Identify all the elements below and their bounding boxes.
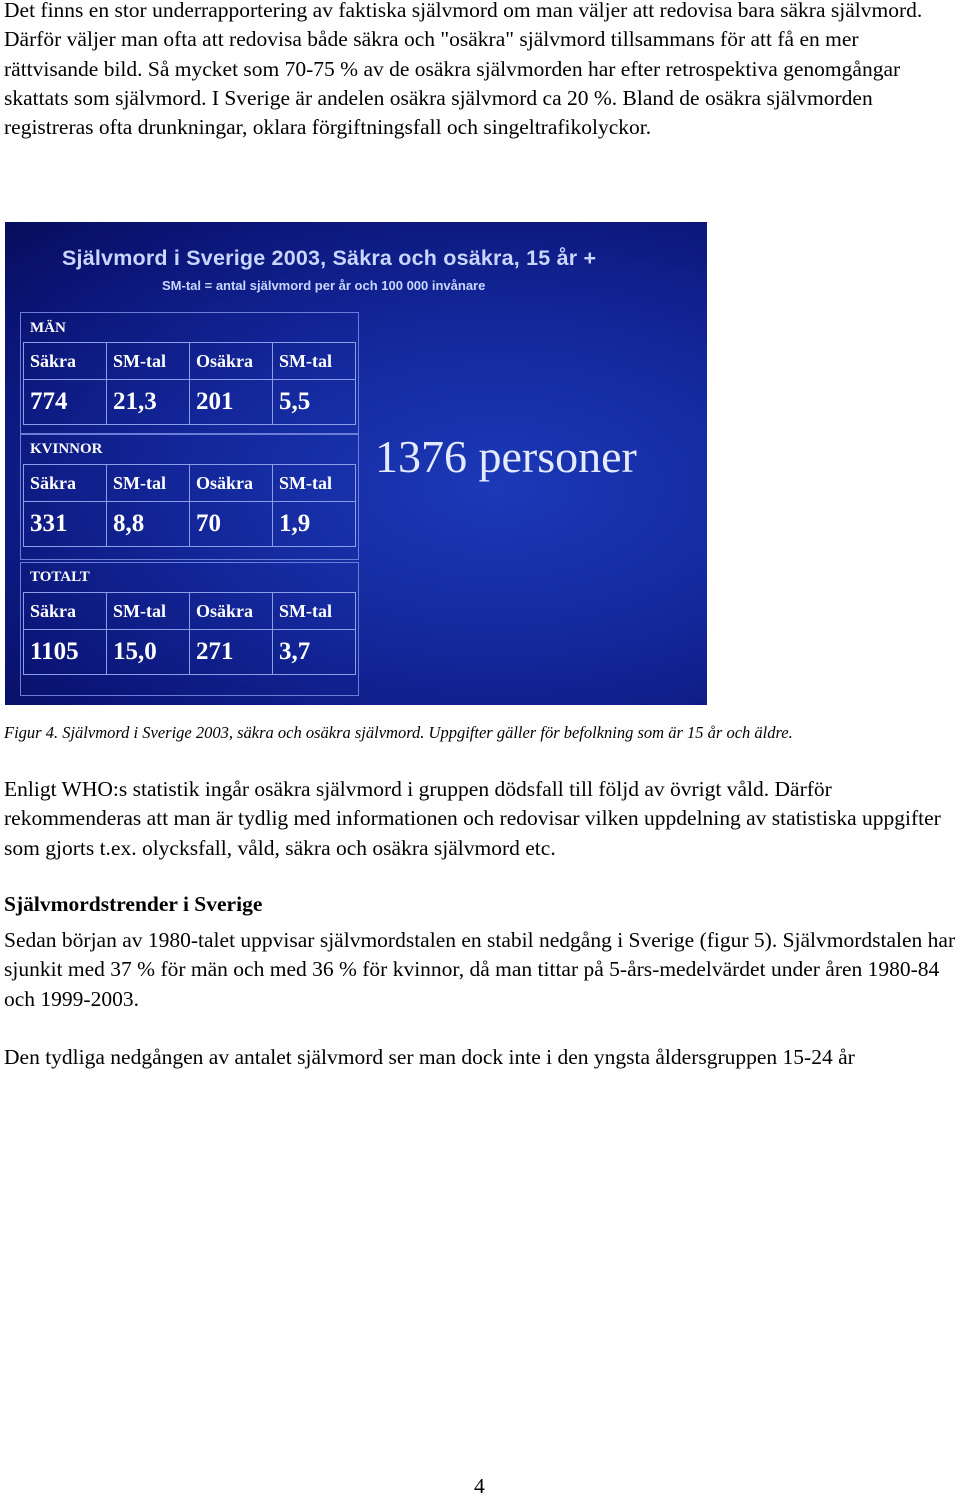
header-row bbox=[24, 465, 356, 502]
header-cell: Säkra bbox=[24, 343, 107, 380]
value-row bbox=[24, 630, 356, 675]
value-row bbox=[24, 502, 356, 547]
value-row bbox=[24, 380, 356, 425]
value-cell: 1105 bbox=[24, 630, 107, 675]
figure-title: Självmord i Sverige 2003, Säkra och osäkra, 15 år + bbox=[62, 246, 597, 270]
table-men bbox=[23, 342, 356, 425]
value-cell: 774 bbox=[24, 380, 107, 425]
page-number: 4 bbox=[474, 1474, 485, 1498]
value-cell: 1,9 bbox=[273, 502, 356, 547]
value-cell: 8,8 bbox=[107, 502, 190, 547]
value-cell: 3,7 bbox=[273, 630, 356, 675]
header-cell: SM-tal bbox=[273, 343, 356, 380]
header-cell: SM-tal bbox=[107, 593, 190, 630]
total-persons: 1376 personer bbox=[375, 431, 637, 482]
value-cell: 70 bbox=[190, 502, 273, 547]
figure-4-image bbox=[5, 222, 707, 705]
header-cell: SM-tal bbox=[273, 593, 356, 630]
value-cell: 15,0 bbox=[107, 630, 190, 675]
value-cell: 271 bbox=[190, 630, 273, 675]
table-women bbox=[23, 464, 356, 547]
header-row bbox=[24, 593, 356, 630]
intro-paragraph: Det finns en stor underrapportering av faktiska självmord om man väljer att redovisa bara säkra självmord. Därför väljer man ofta att redovisa både säkra och "osäkra" självmord tillsammans för att få en mer rättvisande bild. Så mycket som 70-75 % av de osäkra självmorden har efter retrospektiva genomgångar skattats som självmord. I Sverige är andelen osäkra självmord ca 20 %. Bland de osäkra självmorden registreras ofta drunkningar, oklara förgiftningsfall och singeltrafikolyckor. bbox=[4, 0, 923, 140]
youth-paragraph: Den tydliga nedgången av antalet självmord ser man dock inte i den yngsta åldersgruppen 15-24 år bbox=[4, 1045, 855, 1069]
value-cell: 201 bbox=[190, 380, 273, 425]
header-cell: SM-tal bbox=[273, 465, 356, 502]
who-paragraph: Enligt WHO:s statistik ingår osäkra självmord i gruppen dödsfall till följd av övrigt våld. Därför rekommenderas att man är tydlig med informationen och redovisar vilken uppdelning av statistiska uppgifter som gjorts t.ex. olycksfall, våld, säkra och osäkra självmord etc. bbox=[4, 777, 941, 860]
group-label-men: MÄN bbox=[30, 320, 66, 336]
header-cell: Osäkra bbox=[190, 593, 273, 630]
value-cell: 21,3 bbox=[107, 380, 190, 425]
header-cell: Osäkra bbox=[190, 465, 273, 502]
value-cell: 5,5 bbox=[273, 380, 356, 425]
figure-caption: Figur 4. Självmord i Sverige 2003, säkra och osäkra självmord. Uppgifter gäller för befolkning som är 15 år och äldre. bbox=[4, 723, 793, 742]
header-cell: SM-tal bbox=[107, 343, 190, 380]
table-total bbox=[23, 592, 356, 675]
header-cell: Säkra bbox=[24, 465, 107, 502]
figure-subtitle: SM-tal = antal självmord per år och 100 000 invånare bbox=[162, 278, 486, 293]
value-cell: 331 bbox=[24, 502, 107, 547]
section-heading: Självmordstrender i Sverige bbox=[4, 892, 263, 916]
group-label-total: TOTALT bbox=[30, 569, 90, 585]
trend-paragraph: Sedan början av 1980-talet uppvisar självmordstalen en stabil nedgång i Sverige (figur 5). Självmordstalen har sjunkit med 37 % för män och med 36 % för kvinnor, då man tittar på 5-års-medelvärdet under åren 1980-84 och 1999-2003. bbox=[4, 928, 956, 1011]
header-cell: Säkra bbox=[24, 593, 107, 630]
header-row bbox=[24, 343, 356, 380]
header-cell: SM-tal bbox=[107, 465, 190, 502]
header-cell: Osäkra bbox=[190, 343, 273, 380]
group-label-women: KVINNOR bbox=[30, 441, 103, 457]
